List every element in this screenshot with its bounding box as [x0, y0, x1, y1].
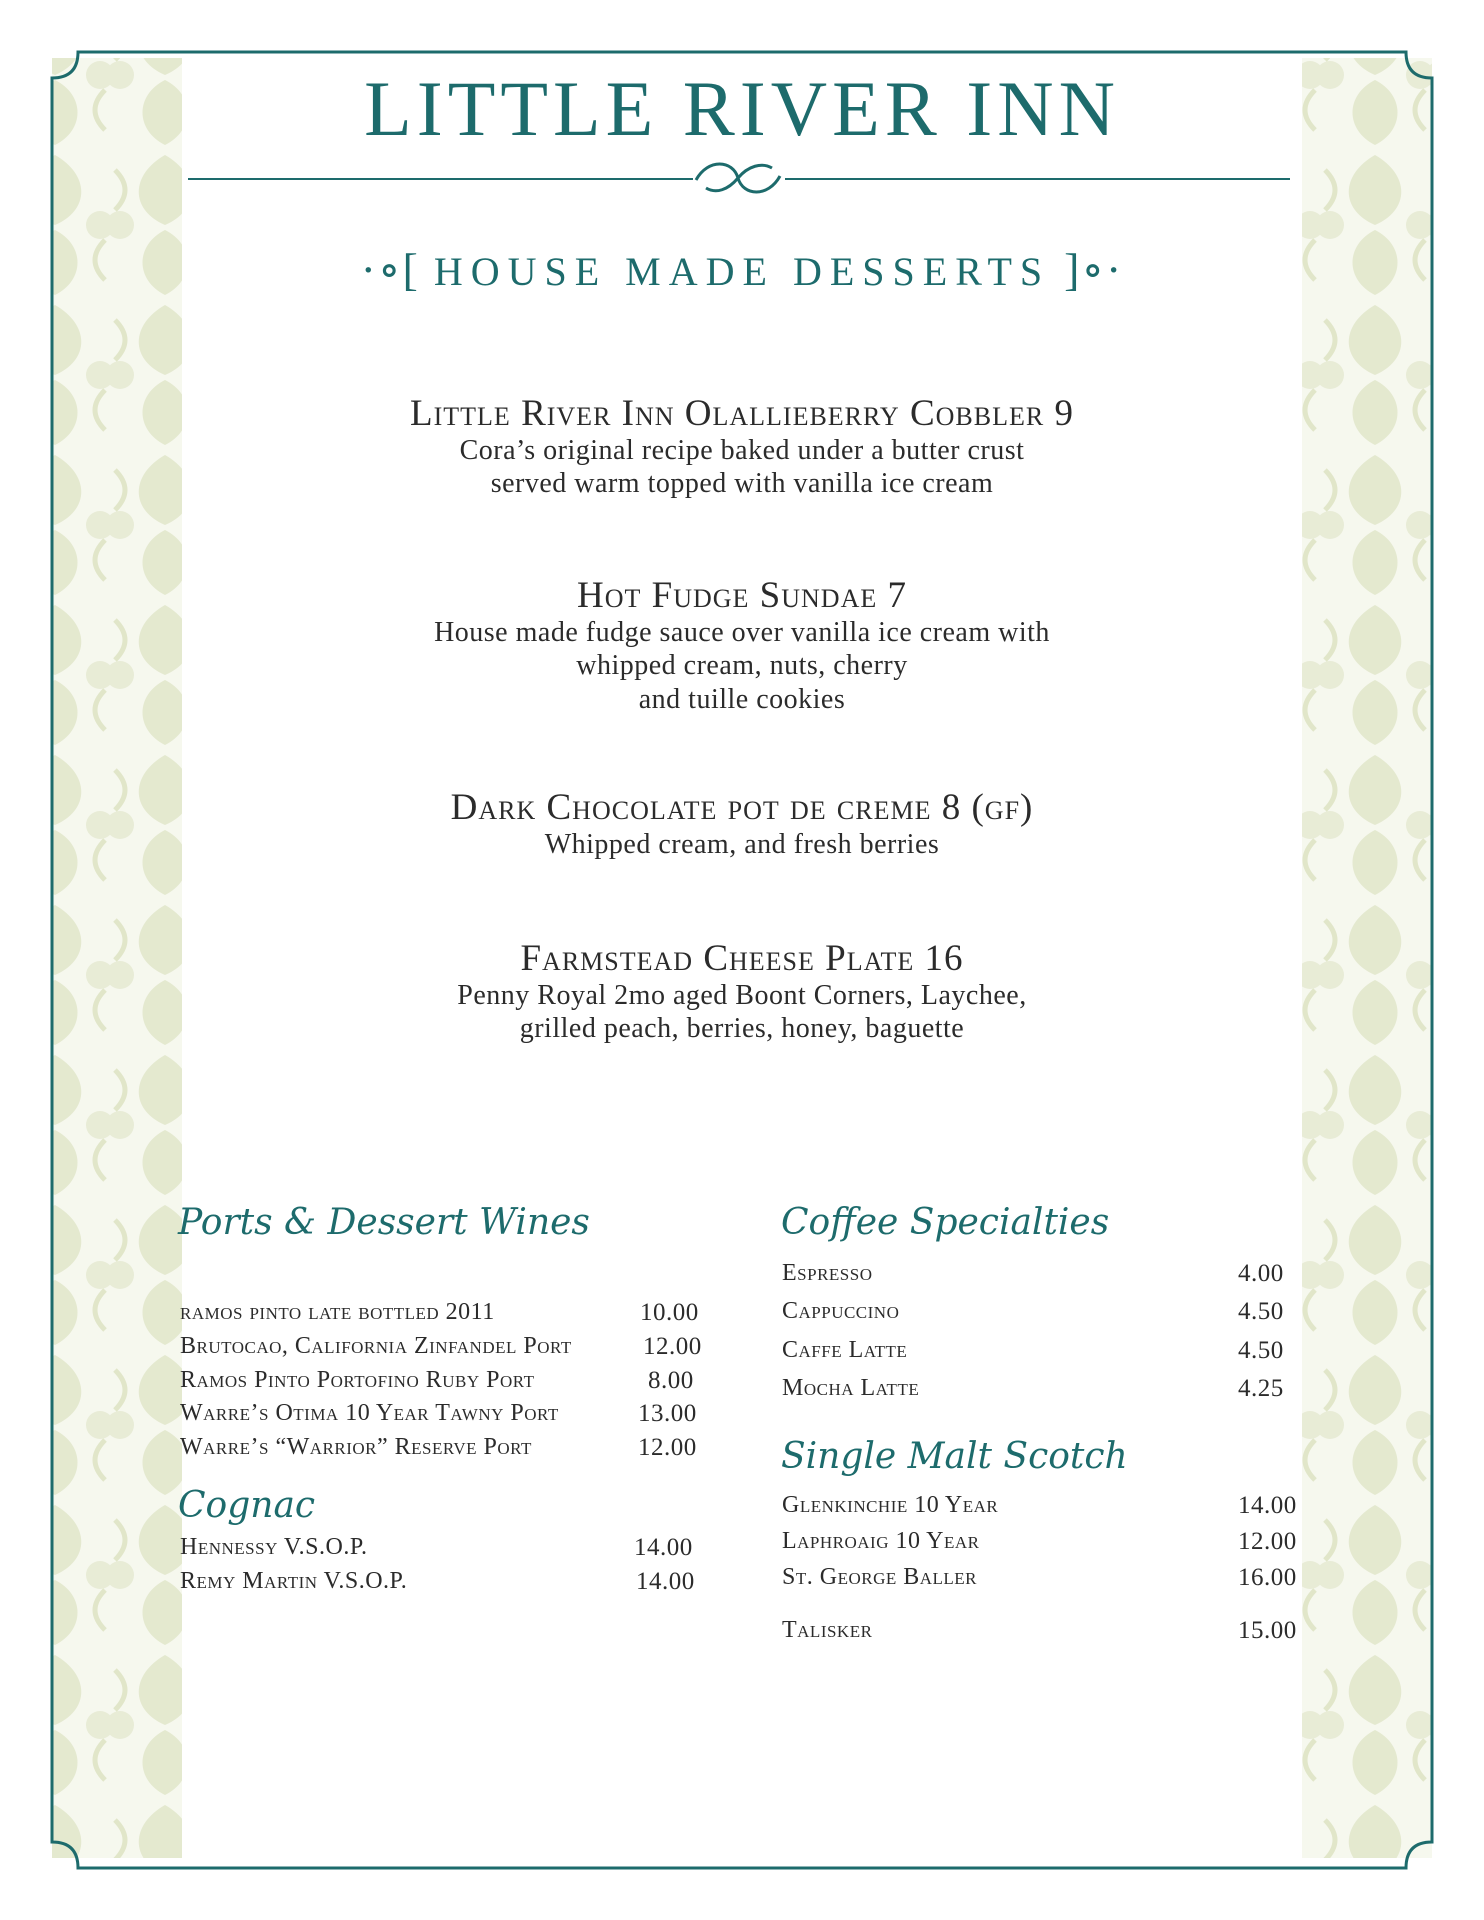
dessert-item [0, 940, 1484, 1046]
coffee-item-name: Espresso [782, 1260, 873, 1286]
dessert-desc-line: Penny Royal 2mo aged Boont Corners, Laychee, [457, 979, 1027, 1011]
coffee-item-price: 4.50 [1238, 1337, 1284, 1364]
dessert-item [0, 789, 1484, 861]
dessert-desc-line: and tuille cookies [638, 684, 846, 716]
coffee-item-price: 4.50 [1238, 1298, 1284, 1325]
dessert-desc-line: Cora’s original recipe baked under a butter crust [459, 434, 1025, 466]
scotch-item-price: 15.00 [1238, 1617, 1297, 1644]
coffee-item-name: Caffe Latte [782, 1337, 908, 1363]
coffee-heading: Coffee Specialties [781, 1202, 1110, 1243]
port-item-price: 12.00 [643, 1333, 702, 1360]
dessert-name: Hot Fudge Sundae 7 [577, 575, 907, 616]
cognac-item-price: 14.00 [634, 1534, 693, 1561]
scotch-item-price: 14.00 [1238, 1492, 1297, 1519]
section-heading [0, 244, 1484, 295]
cognac-item-name: Remy Martin V.S.O.P. [180, 1568, 408, 1594]
bracket-ornament-right: ]∘· [1064, 244, 1124, 295]
scotch-item-price: 12.00 [1238, 1528, 1297, 1555]
bracket-ornament-left: ·∘[ [360, 244, 420, 295]
port-item-price: 13.00 [638, 1400, 697, 1427]
scotch-item-name: Glenkinchie 10 Year [782, 1492, 999, 1518]
dessert-name: Little River Inn Olallieberry Cobbler 9 [410, 393, 1074, 434]
ports-heading: Ports & Dessert Wines [178, 1202, 590, 1243]
dessert-name: Dark Chocolate pot de creme 8 (gf) [450, 787, 1034, 828]
scotch-item-price: 16.00 [1238, 1564, 1297, 1591]
port-item-name: Warre’s Otima 10 Year Tawny Port [180, 1400, 559, 1426]
port-item-name: Brutocao, California Zinfandel Port [180, 1333, 572, 1359]
port-item-name: Warre’s “Warrior” Reserve Port [180, 1434, 532, 1460]
coffee-item-price: 4.25 [1238, 1375, 1284, 1402]
dessert-desc-line: grilled peach, berries, honey, baguette [519, 1013, 965, 1045]
coffee-item-name: Mocha Latte [782, 1375, 920, 1401]
port-item-price: 10.00 [640, 1299, 699, 1326]
dessert-desc-line: Whipped cream, and fresh berries [544, 828, 940, 860]
section-heading-text: HOUSE MADE DESSERTS [433, 249, 1051, 294]
scotch-item-name: Talisker [782, 1617, 873, 1643]
coffee-item-name: Cappuccino [782, 1298, 900, 1324]
cognac-item-name: Hennessy V.S.O.P. [180, 1534, 368, 1560]
cognac-item-price: 14.00 [636, 1568, 695, 1595]
port-item-price: 12.00 [638, 1434, 697, 1461]
dessert-desc-line: served warm topped with vanilla ice cream [490, 468, 994, 500]
scotch-item-name: St. George Baller [782, 1564, 978, 1590]
dessert-desc-line: House made fudge sauce over vanilla ice cream with [434, 616, 1050, 648]
scotch-heading: Single Malt Scotch [781, 1436, 1128, 1477]
restaurant-title: LITTLE RIVER INN [364, 65, 1120, 152]
dessert-item [0, 577, 1484, 717]
title-rule-left [188, 178, 693, 180]
flourish-ornament [688, 150, 788, 210]
port-item-price: 8.00 [648, 1367, 694, 1394]
port-item-name: Ramos Pinto Portofino Ruby Port [180, 1367, 535, 1393]
coffee-item-price: 4.00 [1238, 1260, 1284, 1287]
dessert-item [0, 395, 1484, 501]
scotch-item-name: Laphroaig 10 Year [782, 1528, 980, 1554]
port-item-name: ramos pinto late bottled 2011 [180, 1299, 495, 1325]
dessert-name: Farmstead Cheese Plate 16 [520, 938, 964, 979]
title-rule-right [785, 178, 1290, 180]
cognac-heading: Cognac [178, 1485, 316, 1526]
dessert-desc-line: whipped cream, nuts, cherry [576, 650, 908, 682]
